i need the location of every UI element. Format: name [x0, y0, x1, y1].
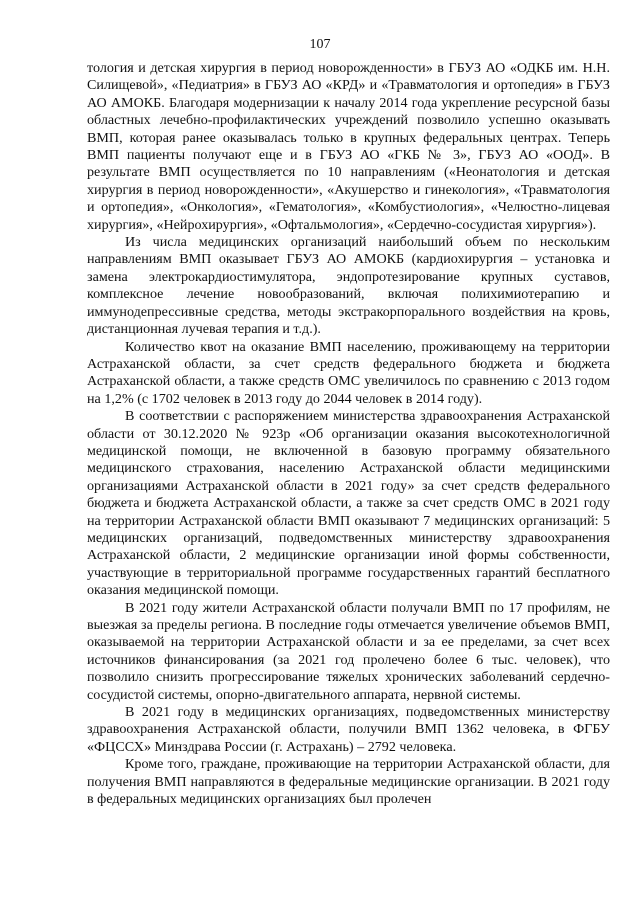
paragraph: тология и детская хирургия в период новорожденности» в ГБУЗ АО «ОДКБ им. Н.Н. Силищевой», «Педиатрия» в ГБУЗ АО «КРД» и «Травматология и ортопедия» в ГБУЗ АО АМОКБ. Благодаря модернизации к началу 2014 года укрепление ресурсной базы областных лечебно-профилактических учреждений позволило успешно оказывать ВМП, которая ранее оказывалась только в крупных федеральных центрах. Теперь ВМП пациенты получают еще и в ГБУЗ АО «ГКБ № 3», ГБУЗ АО «ООД». В результате ВМП осуществляется по 10 направлениям («Неонатология и детская хирургия в период новорожденности», «Акушерство и гинекология», «Травматология и ортопедия», «Онкология», «Гематология», «Комбустиология», «Челюстно-лицевая хирургия», «Нейрохирургия», «Офтальмология», «Сердечно-сосудистая хирургия»).	[87, 60, 610, 233]
paragraph: Из числа медицинских организаций наибольший объем по нескольким направлениям ВМП оказывает ГБУЗ АО АМОКБ (кардиохирургия – установка и замена электрокардиостимулятора, эндопротезирование крупных суставов, комплексное лечение новообразований, включая полихимиотерапию и иммунодепрессивные средства, методы экстракорпорального воздействия на кровь, дистанционная лучевая терапия и т.д.).	[87, 234, 610, 338]
paragraph: В соответствии с распоряжением министерства здравоохранения Астраханской области от 30.12.2020 № 923р «Об организации оказания высокотехнологичной медицинской помощи, не включенной в базовую программу обязательного медицинского страхования, населению Астраханской области медицинскими организациями Астраханской области в 2021 году» за счет средств федерального бюджета и бюджета Астраханской области, а также за счет средств ОМС в 2021 году на территории Астраханской области ВМП оказывают 7 медицинских организаций: 5 медицинских организаций, подведомственных министерству здравоохранения Астраханской области, 2 медицинские организации иной формы собственности, участвующие в территориальной программе государственных гарантий бесплатного оказания медицинской помощи.	[87, 408, 610, 599]
paragraph: В 2021 году в медицинских организациях, подведомственных министерству здравоохранения Астраханской области, получили ВМП 1362 человека, в ФГБУ «ФЦССХ» Минздрава России (г. Астрахань) – 2792 человека.	[87, 704, 610, 755]
body-text	[87, 60, 610, 808]
page-number: 107	[309, 37, 331, 52]
paragraph: Кроме того, граждане, проживающие на территории Астраханской области, для получения ВМП направляются в федеральные медицинские организации. В 2021 году в федеральных медицинских организациях был пролечен	[87, 756, 610, 808]
paragraph: В 2021 году жители Астраханской области получали ВМП по 17 профилям, не выезжая за пределы региона. В последние годы отмечается увеличение объемов ВМП, оказываемой на территории Астраханской области и за ее пределами, за счет всех источников финансирования (за 2021 год пролечено более 6 тыс. человек), что позволило снизить прогрессирование тяжелых хронических заболеваний сердечно-сосудистой системы, опорно-двигательного аппарата, нервной системы.	[87, 599, 610, 703]
paragraph: Количество квот на оказание ВМП населению, проживающему на территории Астраханской области, за счет средств федерального бюджета и бюджета Астраханской области, а также средств ОМС увеличилось по сравнению с 2013 годом на 1,2% (с 1702 человек в 2013 году до 2044 человек в 2014 году).	[87, 338, 610, 407]
